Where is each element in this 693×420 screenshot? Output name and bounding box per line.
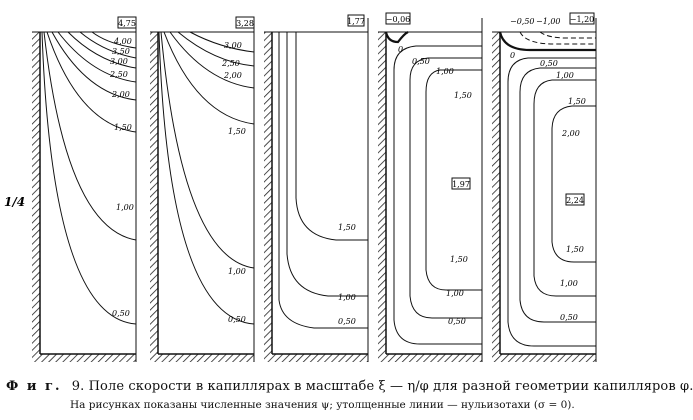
panel-2-wall-left [150, 32, 158, 362]
contour-label: 4,00 [114, 37, 132, 46]
contour-label: 1,00 [228, 267, 246, 276]
panel-2-max-value: 3,28 [236, 19, 254, 28]
panel-3-wall-left [264, 32, 272, 362]
contour-label: 2,00 [112, 90, 130, 99]
contour-label: 2,50 [222, 59, 240, 68]
panel-1-max-value: 4,75 [118, 19, 136, 28]
panel-2 [150, 17, 254, 362]
panel-4-center-value: 1,97 [452, 180, 470, 189]
contour-label: 2,00 [562, 129, 580, 138]
contour-label: 1,00 [560, 279, 578, 288]
panel-5-center-value: 2,24 [566, 196, 584, 205]
panel-4-wall-left [378, 32, 386, 362]
panel-1 [32, 17, 136, 362]
panel-1-wall-bottom [32, 354, 136, 362]
contour-label: 0,50 [112, 309, 130, 318]
panel-2-wall-bottom [150, 354, 254, 362]
contour-label: 0,50 [338, 317, 356, 326]
panel-4-contour-labels [412, 57, 472, 326]
contour-label: 1,00 [556, 71, 574, 80]
figure-caption [6, 379, 693, 394]
figure-label: Ф и г. [6, 379, 62, 394]
panel-5-contour-labels [540, 59, 586, 322]
contour-label: 1,50 [454, 91, 472, 100]
panel-5-wall-bottom [492, 354, 596, 362]
contour-label: 1,50 [568, 97, 586, 106]
contour-label: 2,50 [110, 70, 128, 79]
contour-label: 0,50 [228, 315, 246, 324]
contour-label: 1,00 [446, 289, 464, 298]
panel-3-wall-bottom [264, 354, 368, 362]
contour-label: 3,00 [224, 41, 242, 50]
panel-4 [378, 13, 482, 362]
figure-note: На рисунках показаны численные значения ψ; утолщенные линии — нульизотахи (σ = 0). [70, 399, 575, 411]
panel-4-nullisotach [386, 32, 408, 42]
panel-3-max-value: 1,77 [347, 17, 365, 26]
contour-label: 1,50 [566, 245, 584, 254]
figure-number: 9. [71, 379, 85, 394]
side-label: 1/4 [4, 195, 26, 209]
negative-contour-label: −0,50 [510, 17, 535, 26]
panel-5-max-value: −1,20 [569, 15, 595, 24]
contour-label: 3,00 [110, 57, 128, 66]
contour-label: 1,00 [436, 67, 454, 76]
panel-5 [492, 13, 596, 362]
panel-3 [264, 15, 368, 362]
panel-4-zero-label: 0 [398, 45, 404, 54]
contour-label: 3,50 [112, 47, 130, 56]
panel-5-zero-label: 0 [510, 51, 516, 60]
panel-4-wall-bottom [378, 354, 482, 362]
contour-label: 0,50 [560, 313, 578, 322]
caption-text: Поле скорости в капиллярах в масштабе ξ — η/φ для разной геометрии капилляров φ. [88, 379, 693, 394]
contour-label: 1,00 [116, 203, 134, 212]
contour-label: 1,50 [114, 123, 132, 132]
contour-label: 0,50 [448, 317, 466, 326]
negative-contour-label: −1,00 [536, 17, 561, 26]
panel-1-wall-left [32, 32, 40, 362]
panel-5-negative-labels [510, 17, 561, 26]
contour-label: 0,50 [412, 57, 430, 66]
contour-label: 2,00 [224, 71, 242, 80]
panel-5-wall-left [492, 32, 500, 362]
contour-label: 1,50 [450, 255, 468, 264]
contour-label: 1,00 [338, 293, 356, 302]
panel-3-contour-labels [338, 223, 356, 326]
contour-label: 0,50 [540, 59, 558, 68]
panel-4-max-value: −0,06 [385, 15, 411, 24]
contour-label: 1,50 [338, 223, 356, 232]
panel-5-nullisotach [500, 32, 596, 50]
contour-label: 1,50 [228, 127, 246, 136]
